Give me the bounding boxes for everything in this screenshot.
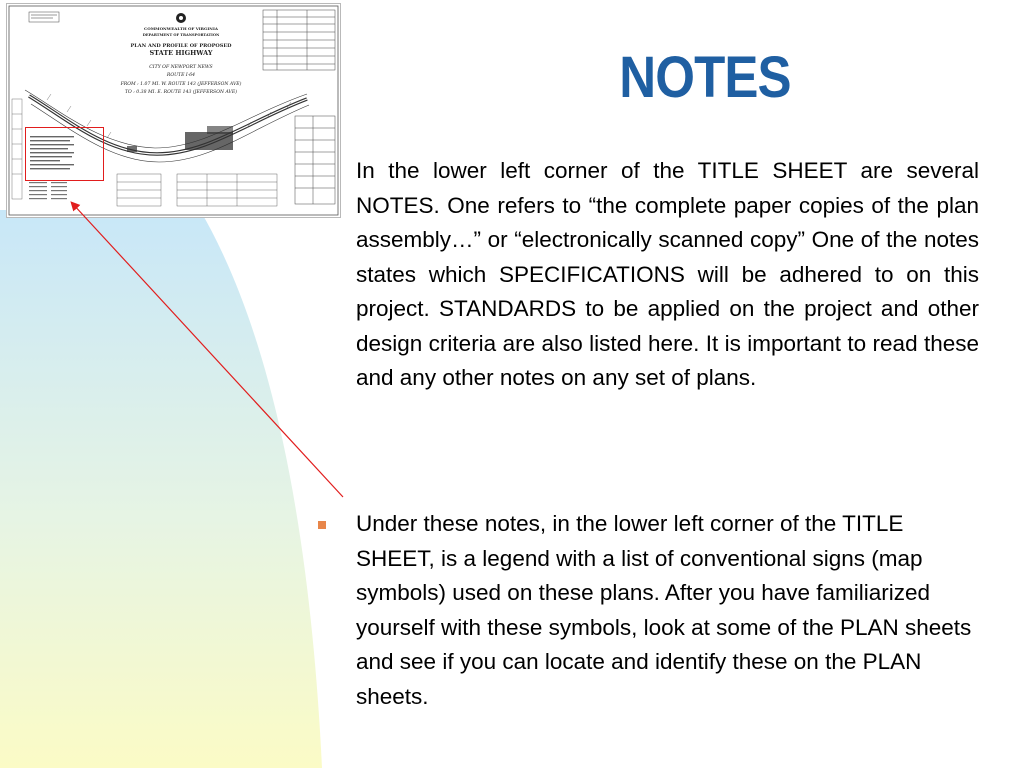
sheet-header-line-5: CITY OF NEWPORT NEWS bbox=[149, 65, 213, 70]
bullet-marker bbox=[318, 521, 326, 529]
sheet-header-line-1: COMMONWEALTH OF VIRGINIA bbox=[144, 26, 218, 31]
title-sheet-drawing bbox=[7, 4, 340, 217]
sheet-header-line-8: TO : 0.38 MI. E. ROUTE 143 (JEFFERSON AVE) bbox=[124, 90, 238, 95]
sheet-header-line-6: ROUTE I-64 bbox=[166, 73, 196, 78]
sheet-header-line-2: DEPARTMENT OF TRANSPORTATION bbox=[142, 33, 220, 37]
sheet-header-line-7: FROM : 1.07 MI. W. ROUTE 143 (JEFFERSON AVE) bbox=[120, 82, 242, 87]
notes-paragraph: In the lower left corner of the TITLE SHEET are several NOTES. One refers to “the complete paper copies of the plan assembly…” or “electronically scanned copy” One of the notes states which SPECIFICATIONS will be adhered to on this project. STANDARDS to be applied on the project and other design criteria are also listed here. It is important to read these and any other notes on any set of plans. bbox=[356, 158, 979, 390]
sheet-header-line-3: PLAN AND PROFILE OF PROPOSED bbox=[130, 43, 232, 49]
sheet-header-line-4: STATE HIGHWAY bbox=[149, 49, 213, 57]
title-sheet-thumbnail bbox=[6, 3, 341, 218]
legend-paragraph: Under these notes, in the lower left corner of the TITLE SHEET, is a legend with a list of conventional signs (map symbols) used on these plans. After you have familiarized yourself with these symbols, look at some of the PLAN sheets and see if you can locate and identify these on the PLAN sheets. bbox=[356, 511, 972, 709]
slide-title: NOTES bbox=[619, 45, 791, 110]
notes-callout-box bbox=[25, 127, 104, 181]
